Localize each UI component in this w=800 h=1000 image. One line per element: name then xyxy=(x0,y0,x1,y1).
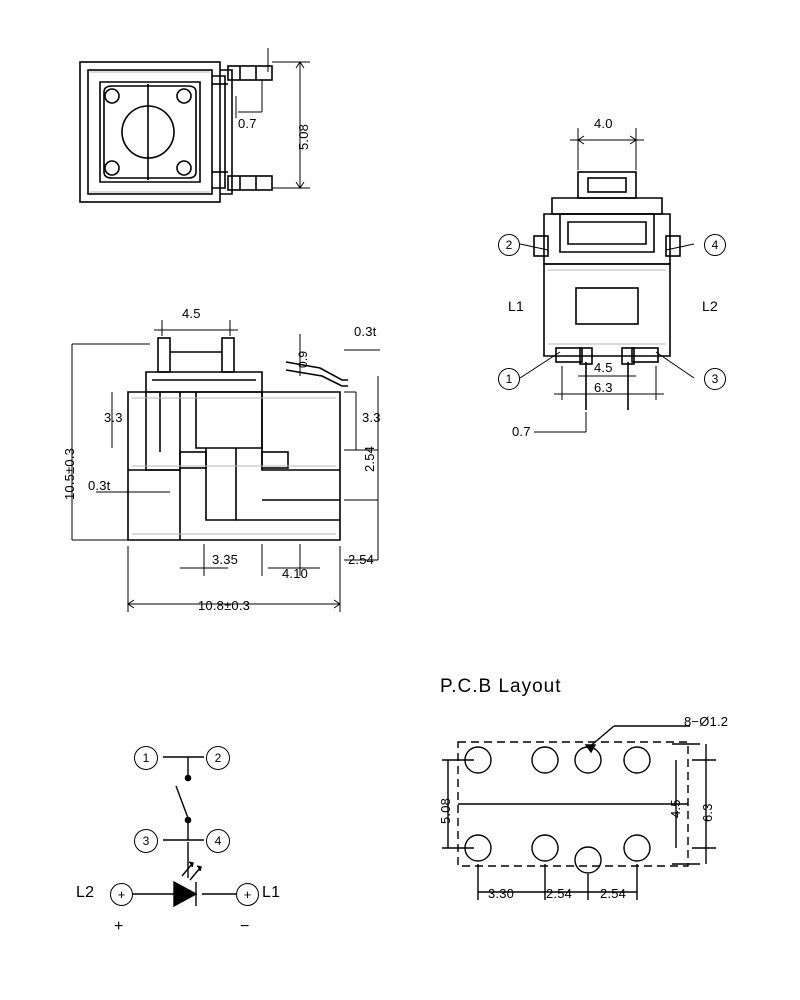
dim-side-3.3-left: 3.3 xyxy=(104,410,123,425)
pin-callout-1: 1 xyxy=(498,368,520,390)
schematic-polarity-plus: + xyxy=(114,918,124,935)
dim-side-2.54-low: 2.54 xyxy=(348,552,375,567)
dim-top-0.7: 0.7 xyxy=(238,116,257,131)
dim-side-10.5: 10.5±0.3 xyxy=(62,447,77,500)
schematic-label-l2: L2 xyxy=(76,884,95,901)
schematic-terminal-1: 1 xyxy=(134,746,158,770)
schematic-terminal-4: 4 xyxy=(206,829,230,853)
pcb-hole-callout: 8−Ø1.2 xyxy=(684,714,729,729)
dim-front-4.5: 4.5 xyxy=(594,360,613,375)
schematic-label-l1: L1 xyxy=(262,884,281,901)
led-label-l2: L2 xyxy=(702,298,718,314)
dim-side-3.35: 3.35 xyxy=(212,552,239,567)
schematic-pad-right: + xyxy=(236,883,259,906)
pcb-layout-title: P.C.B Layout xyxy=(440,676,562,697)
dim-side-4.5: 4.5 xyxy=(182,306,201,321)
dim-side-3.3-right: 3.3 xyxy=(362,410,381,425)
dim-pcb-4.5: 4.5 xyxy=(668,799,683,818)
led-label-l1: L1 xyxy=(508,298,524,314)
dim-side-2.54-mid: 2.54 xyxy=(362,445,377,472)
dim-pcb-2.54-a: 2.54 xyxy=(546,886,573,901)
dim-pcb-2.54-b: 2.54 xyxy=(600,886,627,901)
dim-top-5.08: 5.08 xyxy=(296,123,311,150)
dim-side-10.8: 10.8±0.3 xyxy=(198,598,251,613)
dim-side-0.9: 0.9 xyxy=(296,350,310,368)
dim-front-4.0: 4.0 xyxy=(594,116,613,131)
pin-callout-2: 2 xyxy=(498,234,520,256)
schematic-terminal-2: 2 xyxy=(206,746,230,770)
dim-pcb-3.30: 3.30 xyxy=(488,886,515,901)
dim-pcb-5.08: 5.08 xyxy=(438,797,453,824)
dim-side-0.3t-left: 0.3t xyxy=(88,478,111,493)
schematic-terminal-3: 3 xyxy=(134,829,158,853)
schematic-polarity-minus: − xyxy=(240,918,250,935)
dim-side-0.3t-top: 0.3t xyxy=(354,324,377,339)
pin-callout-3: 3 xyxy=(704,368,726,390)
dim-front-0.7: 0.7 xyxy=(512,424,531,439)
dim-front-6.3: 6.3 xyxy=(594,380,613,395)
dim-pcb-6.3: 6.3 xyxy=(700,803,715,822)
dim-side-4.10: 4.10 xyxy=(282,566,309,581)
schematic-pad-left: + xyxy=(110,883,133,906)
pin-callout-4: 4 xyxy=(704,234,726,256)
